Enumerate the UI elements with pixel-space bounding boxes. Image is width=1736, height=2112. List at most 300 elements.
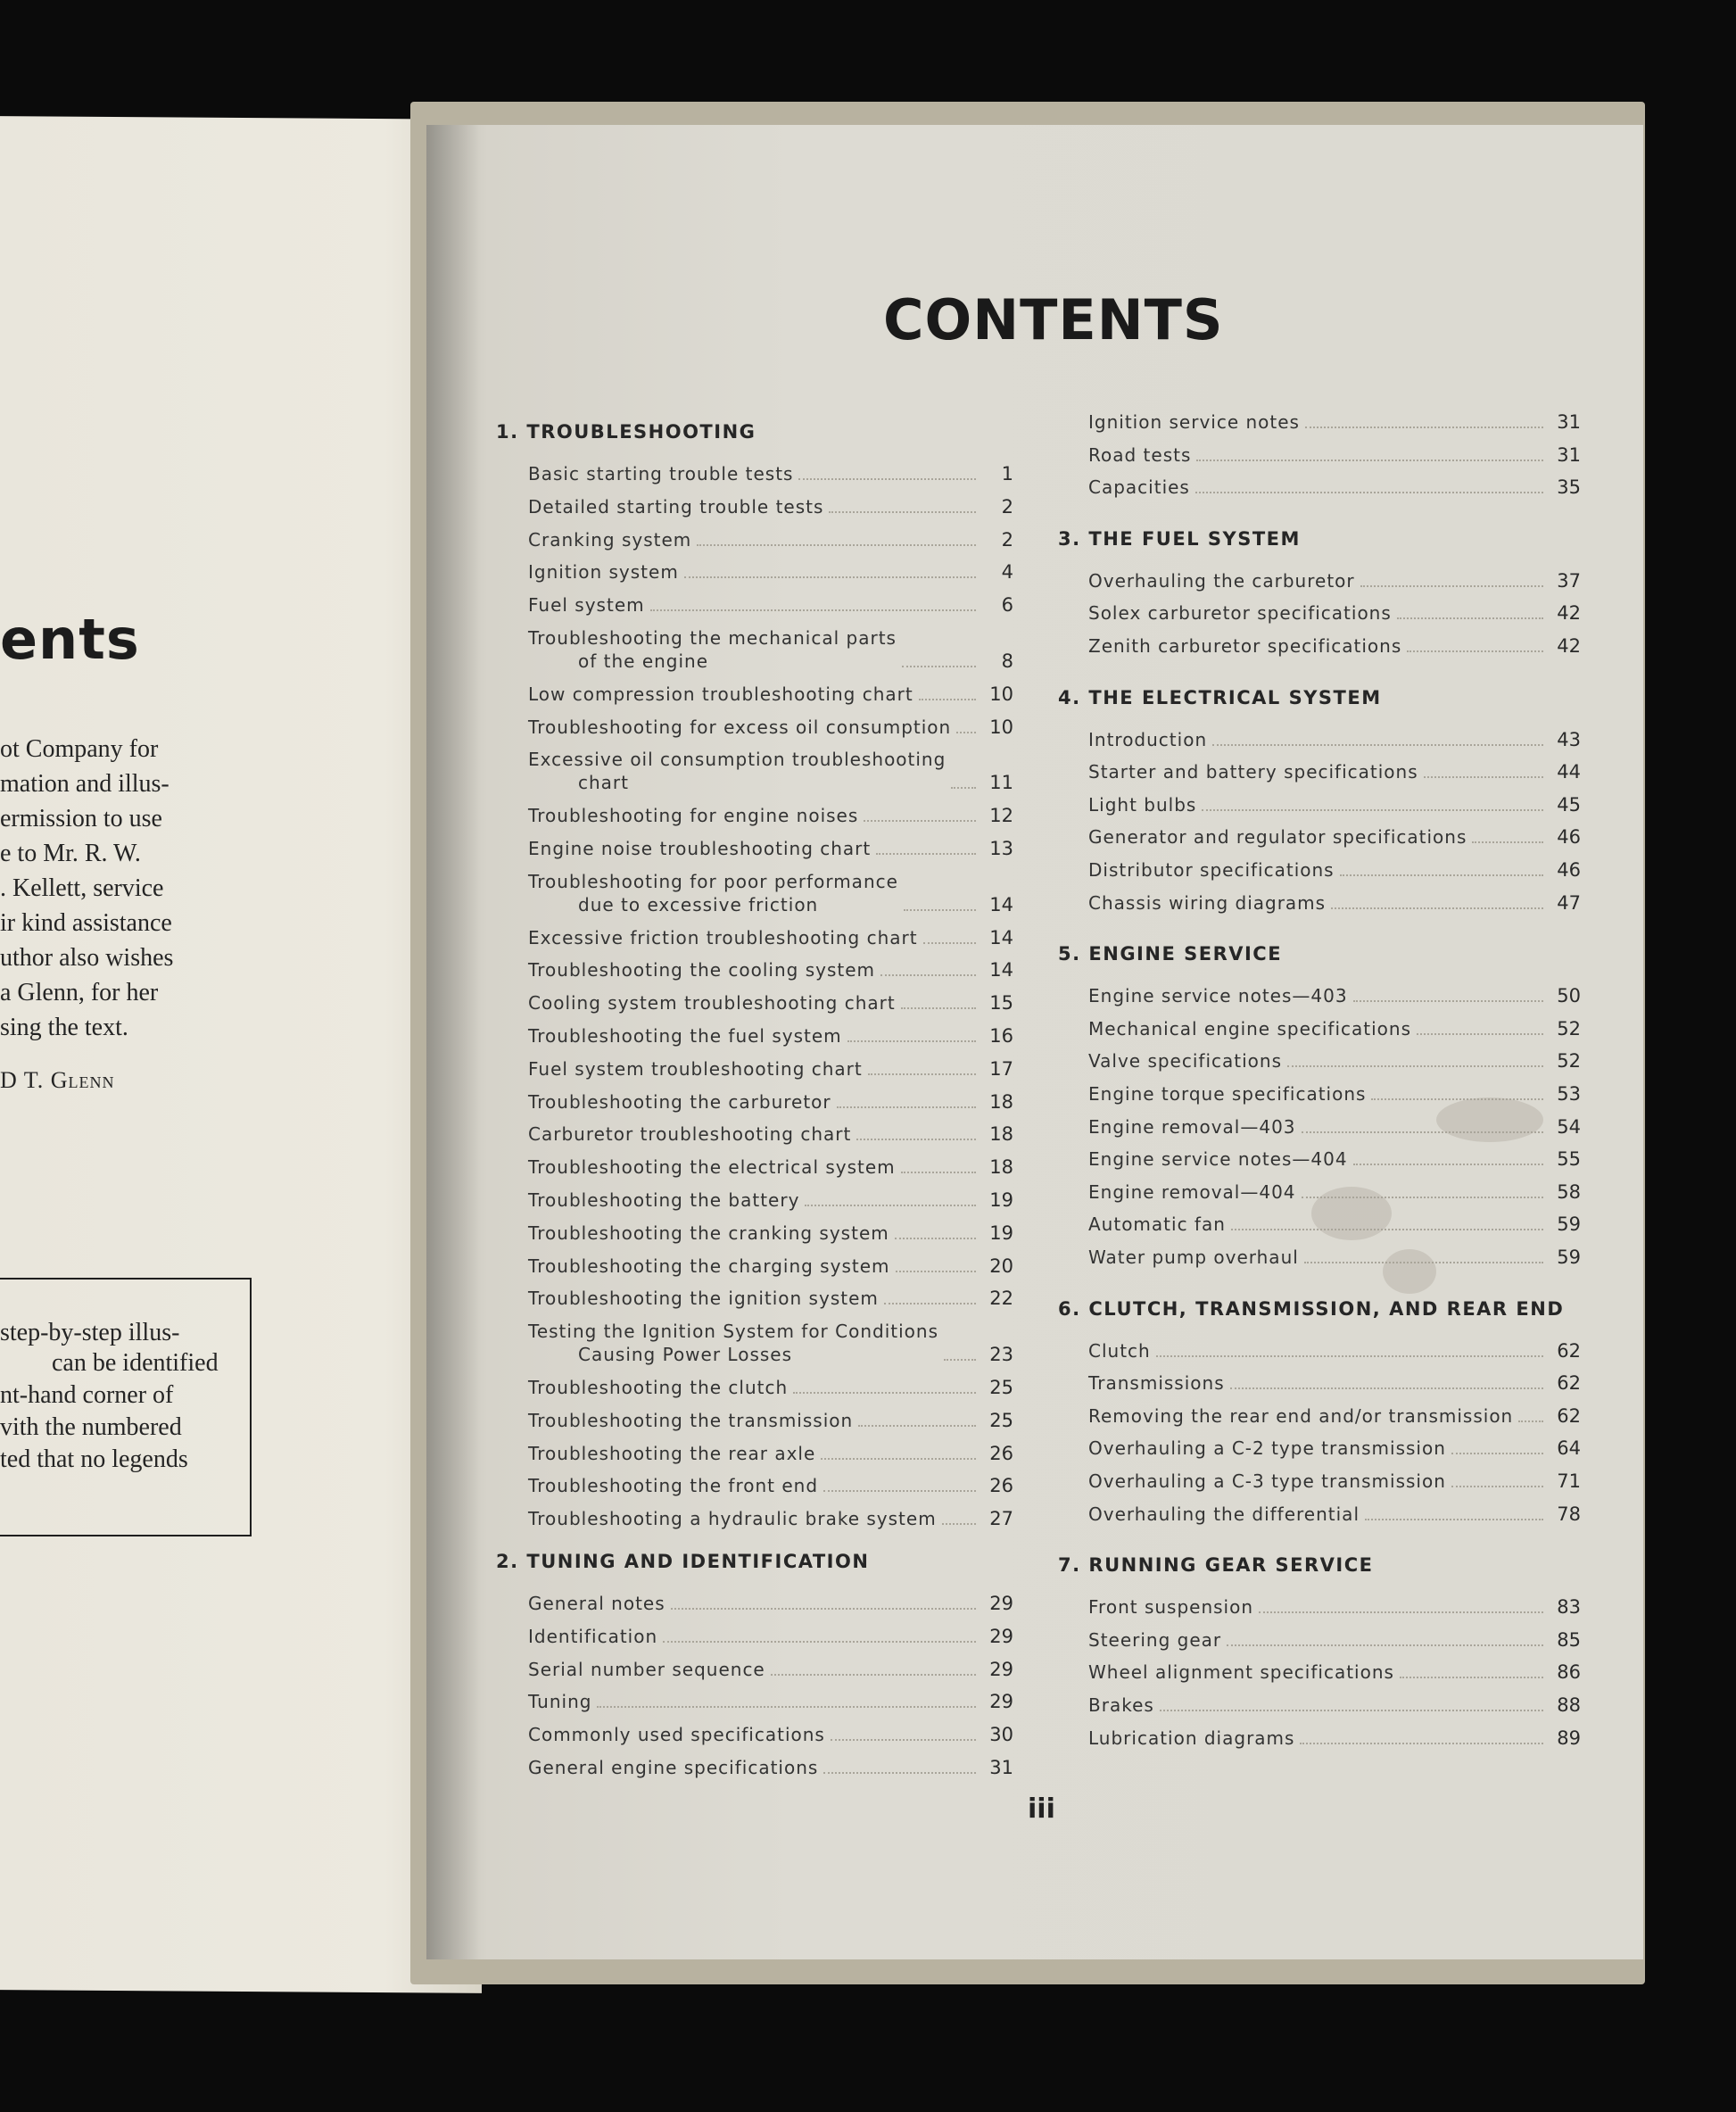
toc-page-number: 22 — [989, 1288, 1013, 1310]
toc-leader-dots — [864, 820, 976, 822]
toc-entry-title-line: Troubleshooting the carburetor — [528, 1090, 831, 1113]
toc-entry[interactable] — [1088, 631, 1581, 658]
toc-entry-title-line: Identification — [528, 1625, 658, 1647]
toc-leader-dots — [956, 732, 976, 733]
toc-leader-dots — [597, 1706, 976, 1708]
toc-entry[interactable] — [1088, 440, 1581, 467]
toc-entry[interactable] — [1088, 790, 1581, 816]
toc-entry-title — [528, 1155, 896, 1179]
toc-leader-dots — [1305, 427, 1543, 428]
toc-entry-title — [528, 991, 896, 1015]
toc-entry-title-line: Chassis wiring diagrams — [1088, 891, 1327, 914]
toc-leader-dots — [1417, 1033, 1543, 1035]
toc-entry-title — [1088, 1180, 1296, 1204]
toc-entry-title — [1088, 1213, 1226, 1236]
toc-entry-title-line: Steering gear — [1088, 1628, 1222, 1651]
toc-leader-dots — [858, 1425, 976, 1427]
toc-entry[interactable] — [528, 1021, 1013, 1048]
toc-entry[interactable] — [528, 1470, 1013, 1497]
toc-page-number: 19 — [989, 1222, 1013, 1244]
toc-entry-title-line: Lubrication diagrams — [1088, 1727, 1295, 1749]
toc-page-number: 47 — [1557, 891, 1581, 914]
toc-entry[interactable] — [528, 1719, 1013, 1746]
toc-entry-title — [1088, 443, 1191, 467]
toc-entry-title — [528, 1057, 863, 1081]
toc-entry-title-line: Commonly used specifications — [528, 1724, 825, 1746]
toc-section-heading: 3. THE FUEL SYSTEM — [1058, 527, 1301, 550]
toc-entry-title — [1088, 825, 1467, 849]
toc-entry-title — [1088, 601, 1392, 625]
toc-entry[interactable] — [528, 1152, 1013, 1179]
toc-entry-title-line: Distributor specifications — [1088, 859, 1335, 881]
toc-entry-title-line: Cooling system troubleshooting chart — [528, 992, 896, 1015]
toc-page-number: 29 — [989, 1625, 1013, 1647]
toc-entry[interactable] — [1088, 1112, 1581, 1139]
toc-page-number: 10 — [989, 716, 1013, 738]
toc-entry[interactable] — [1088, 1014, 1581, 1040]
toc-entry-title-line: Troubleshooting for poor performance — [528, 870, 898, 892]
toc-entry[interactable] — [528, 1503, 1013, 1530]
toc-entry-title — [528, 804, 858, 827]
toc-entry-title — [1088, 1628, 1221, 1652]
toc-entry-title — [528, 1442, 815, 1465]
toc-leader-dots — [829, 511, 976, 513]
toc-entry-title-line: Overhauling a C-2 type transmission — [1088, 1437, 1446, 1460]
toc-entry[interactable] — [1088, 1499, 1581, 1526]
toc-entry[interactable] — [528, 1405, 1013, 1432]
toc-entry[interactable] — [528, 590, 1013, 617]
toc-leader-dots — [1212, 744, 1543, 746]
left-page — [0, 116, 482, 1993]
toc-entry-title-line: Engine removal—404 — [1088, 1180, 1296, 1203]
toc-entry-title — [528, 626, 897, 673]
toc-page-number: 31 — [1557, 411, 1581, 433]
toc-entry-title-line: Clutch — [1088, 1339, 1151, 1362]
toc-entry[interactable] — [1088, 407, 1581, 434]
toc-entry-title-line: Valve specifications — [1088, 1050, 1282, 1073]
toc-entry[interactable] — [1088, 598, 1581, 625]
toc-leader-dots — [901, 1007, 976, 1009]
toc-entry[interactable] — [1088, 1242, 1581, 1269]
toc-entry[interactable] — [528, 955, 1013, 981]
toc-entry[interactable] — [528, 525, 1013, 551]
toc-section-heading: 4. THE ELECTRICAL SYSTEM — [1058, 686, 1382, 708]
toc-entry-title — [528, 1507, 937, 1530]
acknowledgment-line: ir kind assistance — [0, 909, 172, 937]
toc-leader-dots — [884, 1303, 976, 1304]
toc-entry-title — [1088, 1661, 1394, 1684]
toc-entry[interactable] — [1088, 1079, 1581, 1106]
toc-entry-title-line: Troubleshooting the rear axle — [528, 1442, 816, 1464]
toc-page-number: 85 — [1557, 1628, 1581, 1651]
toc-page-number: 86 — [1557, 1661, 1581, 1684]
toc-page-number: 18 — [989, 1090, 1013, 1113]
toc-entry-title-line: Generator and regulator specifications — [1088, 826, 1467, 849]
toc-entry-title — [1088, 1339, 1151, 1362]
toc-leader-dots — [919, 699, 976, 700]
toc-entry[interactable] — [1088, 1690, 1581, 1717]
note-line: vith the numbered — [0, 1413, 182, 1441]
acknowledgment-line: . Kellett, service — [0, 874, 164, 902]
toc-entry-title-line: Troubleshooting for engine noises — [528, 805, 859, 827]
toc-entry-title — [1088, 1082, 1366, 1106]
toc-entry-title-line: Troubleshooting the battery — [528, 1189, 800, 1211]
toc-page-number: 18 — [989, 1123, 1013, 1146]
toc-entry[interactable] — [528, 833, 1013, 860]
toc-entry-title — [1088, 1470, 1446, 1493]
toc-entry-title-line: Basic starting trouble tests — [528, 463, 794, 485]
toc-entry[interactable] — [1088, 981, 1581, 1007]
toc-entry[interactable] — [528, 1588, 1013, 1615]
toc-entry[interactable] — [1088, 1723, 1581, 1750]
toc-entry[interactable] — [528, 1752, 1013, 1779]
toc-entry[interactable] — [528, 459, 1013, 485]
page-folio: iii — [1028, 1793, 1055, 1825]
toc-entry-title — [528, 528, 691, 551]
toc-entry[interactable] — [1088, 1625, 1581, 1652]
toc-entry[interactable] — [528, 1119, 1013, 1146]
toc-leader-dots — [823, 1772, 976, 1774]
toc-leader-dots — [942, 1523, 976, 1525]
toc-entry-title-line: Front suspension — [1088, 1596, 1254, 1619]
toc-entry[interactable] — [1088, 855, 1581, 882]
toc-entry-title-line: Troubleshooting a hydraulic brake system — [528, 1508, 937, 1530]
toc-entry-title — [528, 837, 871, 860]
toc-section-heading: 6. CLUTCH, TRANSMISSION, AND REAR END — [1058, 1297, 1565, 1320]
toc-entry-title-line: Automatic fan — [1088, 1213, 1226, 1236]
toc-entry-title — [528, 1409, 853, 1432]
toc-entry[interactable] — [528, 744, 1013, 794]
toc-entry-title-line: Water pump overhaul — [1088, 1246, 1299, 1268]
toc-page-number: 42 — [1557, 602, 1581, 625]
toc-leader-dots — [1407, 650, 1543, 652]
toc-entry-title-line: General engine specifications — [528, 1757, 819, 1778]
toc-entry-title — [528, 1222, 889, 1245]
toc-page-number: 4 — [1001, 561, 1013, 584]
toc-entry-title-line: Wheel alignment specifications — [1088, 1661, 1394, 1684]
toc-entry[interactable] — [528, 1087, 1013, 1114]
toc-entry[interactable] — [1088, 566, 1581, 592]
toc-entry-title-line: Brakes — [1088, 1694, 1154, 1716]
toc-entry[interactable] — [528, 1438, 1013, 1465]
toc-leader-dots — [1227, 1644, 1543, 1646]
toc-entry-title-line: chart — [578, 772, 629, 794]
toc-leader-dots — [951, 787, 976, 789]
toc-page-number: 83 — [1557, 1596, 1581, 1619]
toc-leader-dots — [847, 1040, 976, 1042]
toc-leader-dots — [663, 1641, 976, 1643]
toc-entry[interactable] — [1088, 725, 1581, 751]
toc-entry[interactable] — [528, 1686, 1013, 1713]
toc-entry-title — [1088, 1404, 1513, 1428]
toc-entry-title — [528, 1255, 890, 1278]
toc-leader-dots — [902, 666, 976, 667]
toc-entry-title — [1088, 858, 1335, 882]
toc-entry[interactable] — [528, 712, 1013, 739]
toc-entry-title — [528, 926, 918, 949]
toc-entry-title — [528, 495, 823, 518]
toc-entry[interactable] — [1088, 1144, 1581, 1171]
toc-leader-dots — [821, 1458, 976, 1460]
toc-entry[interactable] — [528, 679, 1013, 706]
acknowledgment-line: a Glenn, for her — [0, 979, 159, 1006]
toc-entry-title-line: Serial number sequence — [528, 1658, 765, 1680]
toc-entry-title-line: Introduction — [1088, 728, 1208, 750]
toc-entry-title-line: Overhauling the carburetor — [1088, 569, 1355, 592]
toc-entry-title — [1088, 634, 1401, 658]
toc-page-number: 58 — [1557, 1180, 1581, 1203]
toc-entry-title-line: Cranking system — [528, 528, 692, 551]
toc-entry-title — [528, 1287, 879, 1310]
toc-entry-title-line: Fuel system — [528, 594, 645, 617]
toc-entry-title — [528, 1474, 818, 1497]
toc-section-heading: 2. TUNING AND IDENTIFICATION — [496, 1551, 870, 1572]
toc-page-number: 14 — [989, 893, 1013, 915]
toc-entry-title — [528, 716, 951, 739]
toc-leader-dots — [901, 1172, 976, 1173]
note-line: ted that no legends — [0, 1445, 188, 1473]
toc-entry-title — [1088, 476, 1190, 499]
toc-leader-dots — [1230, 1387, 1543, 1389]
toc-page-number: 46 — [1557, 859, 1581, 881]
toc-entry-title-line: Detailed starting trouble tests — [528, 495, 824, 518]
toc-leader-dots — [671, 1608, 976, 1610]
toc-entry-title — [528, 462, 793, 485]
toc-leader-dots — [684, 576, 976, 578]
toc-entry[interactable] — [528, 1372, 1013, 1399]
page-fold-shadow — [426, 125, 480, 1959]
toc-leader-dots — [1400, 1677, 1543, 1678]
toc-page-number: 25 — [989, 1377, 1013, 1398]
toc-entry[interactable] — [528, 1054, 1013, 1081]
toc-leader-dots — [771, 1674, 976, 1676]
toc-leader-dots — [1160, 1710, 1543, 1711]
toc-entry-title-line: Troubleshooting the ignition system — [528, 1288, 879, 1310]
toc-entry-title-line: Troubleshooting the electrical system — [528, 1156, 896, 1179]
toc-entry-title-line: Troubleshooting the transmission — [528, 1409, 854, 1431]
toc-leader-dots — [895, 1238, 976, 1239]
toc-entry-title-line: Excessive friction troubleshooting chart — [528, 926, 918, 948]
note-line: step-by-step illus- — [0, 1319, 180, 1346]
toc-entry[interactable] — [528, 866, 1013, 916]
toc-entry-title-line: Fuel system troubleshooting chart — [528, 1057, 863, 1080]
toc-leader-dots — [1424, 776, 1543, 778]
toc-entry-title — [528, 1658, 765, 1681]
toc-leader-dots — [896, 1271, 977, 1272]
toc-leader-dots — [1331, 907, 1543, 909]
toc-leader-dots — [697, 544, 976, 546]
toc-entry-title-line: Carburetor troubleshooting chart — [528, 1123, 852, 1146]
toc-entry-title-line: Engine noise troubleshooting chart — [528, 838, 872, 859]
toc-entry[interactable] — [1088, 1466, 1581, 1493]
toc-entry-title — [528, 1756, 818, 1779]
toc-entry[interactable] — [1088, 1046, 1581, 1073]
toc-leader-dots — [1353, 1164, 1543, 1165]
toc-page-number: 54 — [1557, 1115, 1581, 1138]
toc-entry[interactable] — [528, 800, 1013, 827]
toc-leader-dots — [1340, 874, 1543, 876]
toc-leader-dots — [923, 942, 976, 944]
toc-entry[interactable] — [1088, 1401, 1581, 1428]
toc-page-number: 29 — [989, 1658, 1013, 1680]
toc-entry-title — [1088, 728, 1207, 751]
toc-page-number: 25 — [989, 1409, 1013, 1431]
toc-entry-title-line: Transmissions — [1088, 1372, 1225, 1395]
toc-entry-title — [1088, 1437, 1446, 1460]
toc-entry-title-line: Removing the rear end and/or transmission — [1088, 1404, 1514, 1427]
toc-entry-title — [528, 1376, 788, 1399]
toc-page-number: 88 — [1557, 1694, 1581, 1716]
toc-entry-title — [1088, 1246, 1299, 1269]
toc-leader-dots — [837, 1106, 976, 1108]
toc-entry-title — [528, 1592, 665, 1615]
toc-entry[interactable] — [1088, 822, 1581, 849]
toc-section-heading: 5. ENGINE SERVICE — [1058, 943, 1283, 965]
toc-entry-title — [528, 1690, 591, 1713]
toc-entry[interactable] — [1088, 1177, 1581, 1204]
toc-leader-dots — [1259, 1611, 1543, 1613]
toc-entry[interactable] — [528, 557, 1013, 584]
toc-entry-title-line: Overhauling the differential — [1088, 1503, 1360, 1525]
toc-entry[interactable] — [1088, 757, 1581, 783]
toc-entry[interactable] — [1088, 1209, 1581, 1236]
toc-page-number: 78 — [1557, 1503, 1581, 1525]
toc-page-number: 20 — [989, 1255, 1013, 1277]
toc-entry[interactable] — [528, 988, 1013, 1015]
toc-entry-title-line: Road tests — [1088, 443, 1192, 466]
toc-page-number: 6 — [1001, 594, 1013, 617]
toc-entry-title-line: Engine torque specifications — [1088, 1083, 1367, 1105]
toc-page-number: 19 — [989, 1189, 1013, 1211]
toc-entry-title — [528, 1189, 799, 1212]
toc-leader-dots — [1302, 1197, 1543, 1198]
toc-leader-dots — [1451, 1486, 1543, 1487]
toc-page-number: 27 — [989, 1508, 1013, 1530]
toc-page-number: 29 — [989, 1593, 1013, 1614]
toc-page-number: 31 — [1557, 443, 1581, 466]
toc-entry-title-line: Overhauling a C-3 type transmission — [1088, 1470, 1446, 1492]
toc-entry-title — [528, 1320, 938, 1366]
toc-leader-dots — [1196, 460, 1543, 461]
acknowledgment-line: uthor also wishes — [0, 944, 174, 972]
toc-page-number: 55 — [1557, 1148, 1581, 1171]
toc-entry[interactable] — [528, 923, 1013, 949]
acknowledgment-line: ermission to use — [0, 805, 162, 832]
toc-entry-title — [1088, 760, 1418, 783]
toc-page-number: 12 — [989, 805, 1013, 827]
toc-page-number: 2 — [1001, 495, 1013, 518]
toc-page-number: 17 — [989, 1057, 1013, 1080]
toc-entry-title — [528, 560, 679, 584]
toc-section-heading: 7. RUNNING GEAR SERVICE — [1058, 1554, 1374, 1577]
toc-page-number: 31 — [989, 1757, 1013, 1778]
toc-entry[interactable] — [1088, 472, 1581, 499]
toc-entry-title — [528, 1090, 831, 1114]
toc-entry-title — [1088, 1147, 1348, 1171]
toc-entry[interactable] — [528, 623, 1013, 673]
toc-leader-dots — [1156, 1355, 1543, 1357]
toc-entry-title — [528, 748, 946, 794]
toc-entry-title-line: Solex carburetor specifications — [1088, 602, 1392, 625]
toc-entry-title-line: Ignition system — [528, 561, 679, 584]
toc-leader-dots — [944, 1359, 976, 1361]
toc-entry-title-line: Troubleshooting the mechanical parts — [528, 627, 897, 649]
toc-page-number: 14 — [989, 959, 1013, 981]
toc-page-number: 89 — [1557, 1727, 1581, 1749]
toc-entry-title-line: Troubleshooting for excess oil consumption — [528, 716, 952, 738]
toc-entry[interactable] — [528, 1283, 1013, 1310]
author-signature: D T. Glenn — [0, 1067, 115, 1093]
toc-entry[interactable] — [528, 1185, 1013, 1212]
toc-entry-title — [1088, 1694, 1154, 1717]
toc-page-number: 43 — [1557, 728, 1581, 750]
toc-entry[interactable] — [1088, 1592, 1581, 1619]
toc-leader-dots — [868, 1073, 976, 1075]
toc-entry[interactable] — [528, 1218, 1013, 1245]
toc-leader-dots — [880, 974, 976, 976]
toc-entry[interactable] — [528, 492, 1013, 518]
toc-page-number: 52 — [1557, 1017, 1581, 1039]
toc-entry[interactable] — [528, 1654, 1013, 1681]
toc-entry-title-line: Zenith carburetor specifications — [1088, 635, 1402, 657]
toc-leader-dots — [831, 1739, 976, 1741]
toc-entry-title-line: Troubleshooting the clutch — [528, 1377, 789, 1398]
toc-entry-title-line: Troubleshooting the cooling system — [528, 959, 876, 981]
toc-entry-title — [1088, 1049, 1282, 1073]
toc-entry[interactable] — [1088, 1657, 1581, 1684]
toc-page-number: 14 — [989, 926, 1013, 948]
toc-page-number: 53 — [1557, 1083, 1581, 1105]
contents-title: CONTENTS — [883, 287, 1224, 352]
toc-page-number: 30 — [989, 1724, 1013, 1746]
toc-page-number: 15 — [989, 992, 1013, 1015]
toc-leader-dots — [856, 1139, 976, 1140]
toc-entry-title-line: Troubleshooting the charging system — [528, 1255, 890, 1277]
toc-leader-dots — [1397, 617, 1543, 619]
toc-page-number: 23 — [989, 1344, 1013, 1366]
toc-entry[interactable] — [1088, 888, 1581, 915]
toc-leader-dots — [876, 853, 976, 855]
toc-page-number: 1 — [1001, 463, 1013, 485]
toc-leader-dots — [1518, 1420, 1543, 1422]
toc-entry[interactable] — [528, 1621, 1013, 1648]
toc-entry-title-line: Starter and battery specifications — [1088, 761, 1418, 783]
toc-entry-title — [528, 870, 898, 916]
toc-leader-dots — [1304, 1262, 1543, 1263]
toc-entry[interactable] — [528, 1316, 1013, 1366]
acknowledgment-line: ot Company for — [0, 735, 159, 763]
toc-entry[interactable] — [1088, 1368, 1581, 1395]
toc-page-number: 35 — [1557, 476, 1581, 499]
toc-entry-title-line: Mechanical engine specifications — [1088, 1017, 1412, 1039]
toc-page-number: 29 — [989, 1691, 1013, 1713]
toc-page-number: 62 — [1557, 1404, 1581, 1427]
toc-leader-dots — [1451, 1453, 1543, 1454]
toc-entry-title — [1088, 984, 1348, 1007]
toc-leader-dots — [904, 909, 976, 911]
toc-leader-dots — [650, 609, 976, 611]
toc-entry-title-line: Low compression troubleshooting chart — [528, 683, 913, 705]
toc-entry-title — [1088, 891, 1326, 915]
toc-entry[interactable] — [1088, 1433, 1581, 1460]
toc-leader-dots — [1195, 492, 1543, 493]
toc-entry-title-line: Troubleshooting the fuel system — [528, 1025, 842, 1047]
toc-leader-dots — [1300, 1743, 1543, 1744]
toc-entry[interactable] — [1088, 1336, 1581, 1362]
toc-page-number: 13 — [989, 838, 1013, 859]
toc-leader-dots — [805, 1205, 976, 1206]
toc-entry[interactable] — [528, 1251, 1013, 1278]
